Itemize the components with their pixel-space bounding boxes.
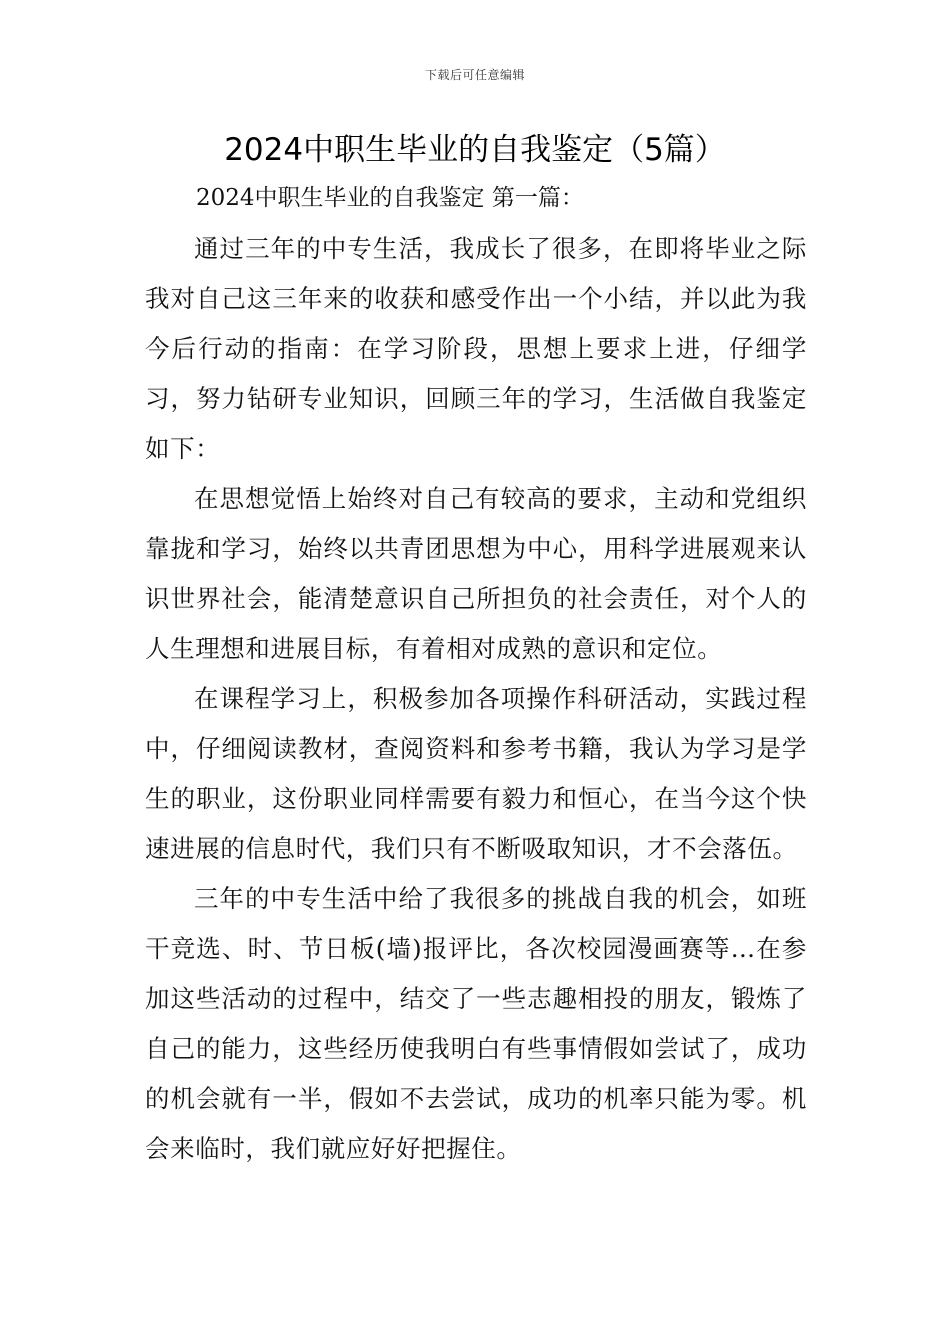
- paragraph-3: 在课程学习上，积极参加各项操作科研活动，实践过程中，仔细阅读教材，查阅资料和参考书籍，我认为学习是学生的职业，这份职业同样需要有毅力和恒心，在当今这个快速进展的信息时代，我们只有不断吸取知识，才不会落伍。: [145, 684, 807, 863]
- document-title: 2024中职生毕业的自我鉴定（5篇）: [224, 132, 726, 168]
- section-heading: 2024中职生毕业的自我鉴定 第一篇：: [196, 185, 584, 211]
- paragraph-2: 在思想觉悟上始终对自己有较高的要求，主动和党组织靠拢和学习，始终以共青团思想为中心，用科学进展观来认识世界社会，能清楚意识自己所担负的社会责任，对个人的人生理想和进展目标，有着相对成熟的意识和定位。: [145, 484, 807, 663]
- paragraph-1: 通过三年的中专生活，我成长了很多，在即将毕业之际我对自己这三年来的收获和感受作出一个小结，并以此为我今后行动的指南：在学习阶段，思想上要求上进，仔细学习，努力钻研专业知识，回顾三年的学习，生活做自我鉴定如下：: [145, 234, 807, 463]
- document-body: [145, 224, 807, 1174]
- header-note: 下载后可任意编辑: [424, 68, 525, 82]
- paragraph-4: 三年的中专生活中给了我很多的挑战自我的机会，如班干竞选、时、节日板(墙)报评比，各次校园漫画赛等…在参加这些活动的过程中，结交了一些志趣相投的朋友，锻炼了自己的能力，这些经历使我明白有些事情假如尝试了，成功的机会就有一半，假如不去尝试，成功的机率只能为零。机会来临时，我们就应好好把握住。: [145, 884, 807, 1163]
